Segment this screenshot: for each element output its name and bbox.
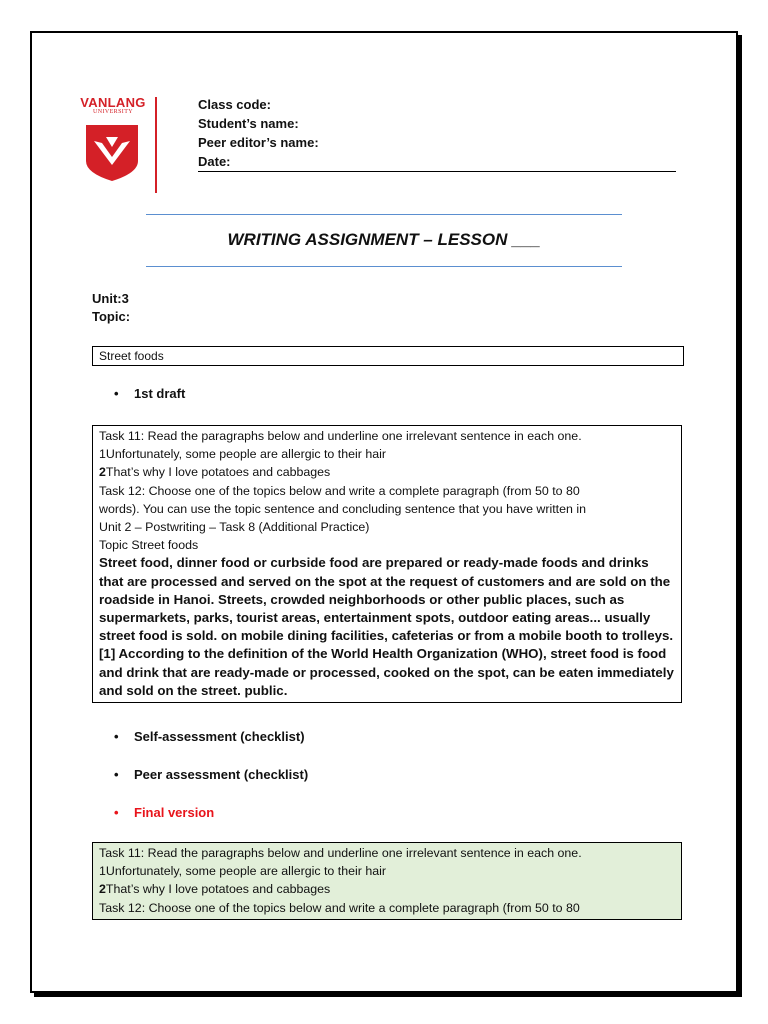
- shield-icon: [84, 123, 140, 183]
- logo-divider: [155, 97, 157, 193]
- final-text-box: [92, 842, 682, 920]
- draft-line: Unit 2 – Postwriting – Task 8 (Additional Practice): [99, 520, 370, 535]
- unit-label: Unit:3: [92, 291, 129, 306]
- bullet-first-draft: • 1st draft: [114, 386, 186, 401]
- draft-num: 2: [99, 465, 106, 480]
- paragraph-line: Street food, dinner food or curbside food are prepared or ready-made foods and drinks: [99, 555, 649, 571]
- page-title: WRITING ASSIGNMENT – LESSON ___: [227, 230, 541, 249]
- document-page: [30, 31, 738, 993]
- final-line: [99, 880, 677, 898]
- self-assessment-label: Self-assessment (checklist): [134, 729, 305, 744]
- peer-editor-label: Peer editor’s name:: [198, 135, 319, 150]
- bullet-self-assessment: • Self-assessment (checklist): [114, 729, 305, 744]
- draft-line: words). You can use the topic sentence and concluding sentence that you have written in: [99, 501, 586, 516]
- final-version-label: Final version: [134, 805, 215, 820]
- draft-line: 1Unfortunately, some people are allergic to their hair: [99, 447, 386, 462]
- draft-line: [99, 463, 677, 481]
- class-code-label: Class code:: [198, 97, 271, 112]
- header-fields: [198, 95, 319, 171]
- student-name-label: Student’s name:: [198, 116, 299, 131]
- university-logo: [74, 95, 162, 115]
- peer-assessment-label: Peer assessment (checklist): [134, 767, 309, 782]
- first-draft-label: 1st draft: [134, 386, 186, 401]
- bullet-final-version: • Final version: [114, 805, 215, 820]
- paragraph-line: roadside in Hanoi. Streets, crowded neighborhoods or other public places, such as: [99, 591, 625, 607]
- date-label: Date:: [198, 154, 231, 169]
- title-rule-top: [146, 214, 622, 215]
- topic-field: Street foods: [92, 346, 684, 366]
- final-line: Task 11: Read the paragraphs below and underline one irrelevant sentence in each one.: [99, 846, 582, 860]
- paragraph-line: and drink that are ready-made or processed, cooked on the spot, can be eaten immediately: [99, 664, 674, 680]
- topic-label: Topic:: [92, 309, 131, 324]
- logo-subtitle: UNIVERSITY: [93, 109, 133, 115]
- title-rule-bottom: [146, 266, 622, 267]
- logo-name: VANLANG: [80, 95, 146, 110]
- paragraph-line: and sold on the street. public.: [99, 682, 288, 698]
- paragraph-line: that are processed and served on the spot at the request of customers and are sold on the: [99, 573, 671, 589]
- unit-topic-block: [92, 290, 130, 326]
- final-num: 2: [99, 882, 106, 897]
- draft-text: That’s why I love potatoes and cabbages: [105, 465, 331, 480]
- paragraph-line: supermarkets, parks, tourist areas, entertainment spots, outdoor eating areas... usually: [99, 610, 651, 626]
- paragraph-line: [1] According to the definition of the World Health Organization (WHO), street food is food: [99, 646, 667, 662]
- final-text: That’s why I love potatoes and cabbages: [105, 882, 331, 897]
- date-underline: [198, 171, 676, 172]
- paragraph-line: street food is sold. on mobile dining facilities, cafeterias or from a mobile booth to trolleys.: [99, 628, 674, 644]
- draft-line: Topic Street foods: [99, 538, 199, 553]
- final-line: 1Unfortunately, some people are allergic to their hair: [99, 864, 386, 879]
- draft-line: Task 12: Choose one of the topics below and write a complete paragraph (from 50 to 80: [99, 483, 580, 498]
- bullet-peer-assessment: • Peer assessment (checklist): [114, 767, 309, 782]
- draft-text-box: [92, 425, 682, 703]
- final-line: Task 12: Choose one of the topics below and write a complete paragraph (from 50 to 80: [99, 900, 580, 915]
- draft-line: Task 11: Read the paragraphs below and underline one irrelevant sentence in each one.: [99, 429, 582, 443]
